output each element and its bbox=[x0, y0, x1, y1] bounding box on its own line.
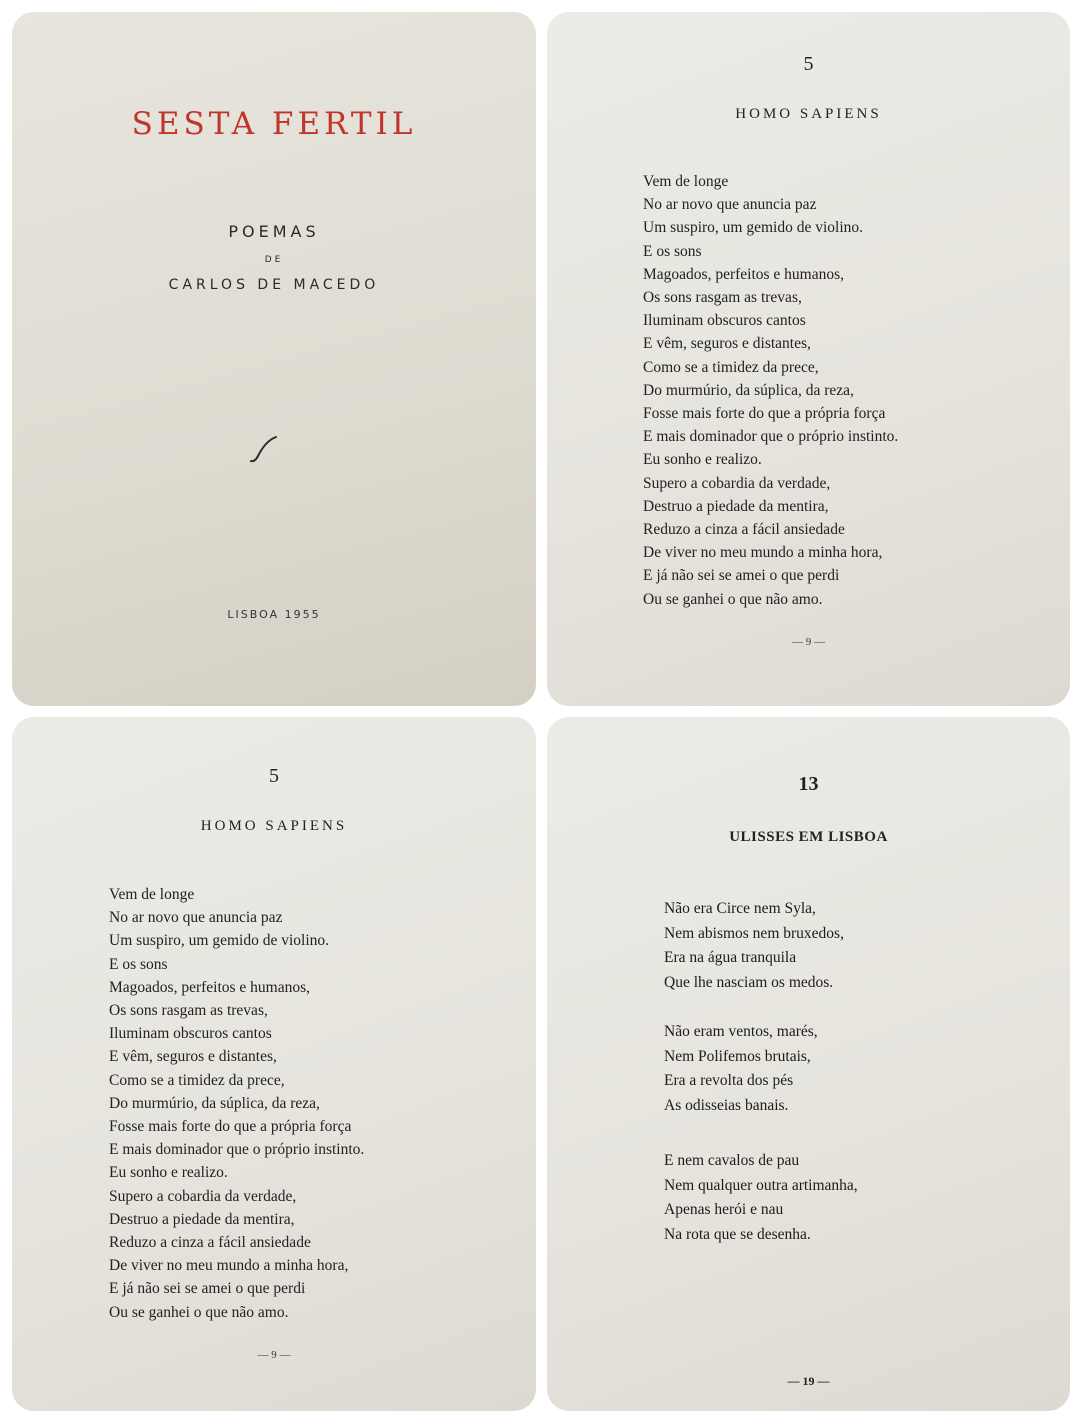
verse: Como se a timidez da prece, bbox=[109, 1071, 285, 1089]
verse: E os sons bbox=[109, 955, 168, 973]
verse: De viver no meu mundo a minha hora, bbox=[643, 544, 883, 562]
verse: Ou se ganhei o que não amo. bbox=[643, 590, 823, 608]
poem-page-homo-sapiens-duplicate bbox=[12, 717, 536, 1411]
verse: As odisseias banais. bbox=[664, 1096, 789, 1114]
verse: Nem Polifemos brutais, bbox=[664, 1047, 811, 1065]
verse: E vêm, seguros e distantes, bbox=[643, 335, 811, 353]
publisher-mark-icon bbox=[248, 432, 282, 466]
verse: De viver no meu mundo a minha hora, bbox=[109, 1257, 349, 1275]
book-title: SESTA FERTIL bbox=[131, 106, 417, 142]
cover-place-year: LISBOA 1955 bbox=[227, 608, 321, 621]
poem-verses bbox=[109, 883, 364, 1324]
verse: Não era Circe nem Syla, bbox=[664, 900, 816, 917]
cover-author: CARLOS DE MACEDO bbox=[168, 277, 380, 293]
verse: Apenas herói e nau bbox=[664, 1201, 784, 1218]
verse: Magoados, perfeitos e humanos, bbox=[109, 978, 311, 996]
verse: Nem qualquer outra artimanha, bbox=[664, 1176, 858, 1194]
verse: Um suspiro, um gemido de violino. bbox=[643, 219, 864, 237]
verse: Do murmúrio, da súplica, da reza, bbox=[643, 381, 854, 399]
verse: Reduzo a cinza a fácil ansiedade bbox=[109, 1234, 311, 1252]
verse: Reduzo a cinza a fácil ansiedade bbox=[643, 521, 845, 539]
verse: Vem de longe bbox=[109, 886, 195, 903]
verse: Era a revolta dos pés bbox=[664, 1072, 794, 1089]
page-folio: — 19 — bbox=[787, 1374, 830, 1388]
poem-number: 5 bbox=[269, 765, 279, 787]
verse: Do murmúrio, da súplica, da reza, bbox=[109, 1094, 320, 1112]
verse: Fosse mais forte do que a própria força bbox=[109, 1118, 352, 1136]
verse: Iluminam obscuros cantos bbox=[643, 312, 806, 330]
verse: E já não sei se amei o que perdi bbox=[109, 1280, 306, 1298]
verse: Iluminam obscuros cantos bbox=[109, 1025, 272, 1043]
page-folio: — 9 — bbox=[257, 1349, 291, 1361]
verse: No ar novo que anuncia paz bbox=[109, 909, 283, 927]
verse: Não eram ventos, marés, bbox=[664, 1023, 818, 1040]
verse: Destruo a piedade da mentira, bbox=[643, 497, 829, 515]
verse: Supero a cobardia da verdade, bbox=[643, 474, 831, 492]
book-cover-panel bbox=[12, 12, 536, 706]
verse: Eu sonho e realizo. bbox=[643, 451, 762, 469]
poem-verses bbox=[643, 170, 898, 611]
page-folio: — 9 — bbox=[792, 636, 825, 648]
verse: Nem abismos nem bruxedos, bbox=[664, 924, 844, 942]
verse: Era na água tranquila bbox=[664, 949, 797, 966]
verse: E mais dominador que o próprio instinto. bbox=[109, 1141, 365, 1159]
verse: E mais dominador que o próprio instinto. bbox=[643, 428, 899, 446]
poem-page-homo-sapiens bbox=[547, 12, 1070, 706]
poem-stanza-2 bbox=[664, 1020, 818, 1118]
poem-number: 13 bbox=[798, 773, 819, 795]
verse: Os sons rasgam as trevas, bbox=[109, 1002, 268, 1020]
verse: Ou se ganhei o que não amo. bbox=[109, 1303, 289, 1321]
verse: Fosse mais forte do que a própria força bbox=[643, 405, 886, 423]
poem-title: HOMO SAPIENS bbox=[200, 818, 348, 834]
verse: Que lhe nasciam os medos. bbox=[664, 973, 834, 991]
cover-connector: DE bbox=[264, 255, 284, 265]
poem-number: 5 bbox=[803, 53, 814, 75]
poem-stanza-3 bbox=[664, 1149, 858, 1247]
verse: E vêm, seguros e distantes, bbox=[109, 1048, 277, 1066]
verse: E nem cavalos de pau bbox=[664, 1152, 800, 1169]
verse: Na rota que se desenha. bbox=[664, 1225, 811, 1243]
poem-title: ULISSES EM LISBOA bbox=[729, 829, 888, 845]
poem-stanza-1 bbox=[664, 897, 844, 995]
verse: E os sons bbox=[643, 242, 702, 260]
verse: Um suspiro, um gemido de violino. bbox=[109, 932, 330, 950]
poem-page-ulisses-em-lisboa bbox=[547, 717, 1070, 1411]
poem-title: HOMO SAPIENS bbox=[735, 106, 882, 122]
verse: No ar novo que anuncia paz bbox=[643, 196, 817, 214]
verse: Vem de longe bbox=[643, 173, 729, 190]
verse: Como se a timidez da prece, bbox=[643, 358, 819, 376]
verse: Magoados, perfeitos e humanos, bbox=[643, 265, 845, 283]
verse: Os sons rasgam as trevas, bbox=[643, 289, 802, 307]
verse: Eu sonho e realizo. bbox=[109, 1164, 228, 1182]
verse: Destruo a piedade da mentira, bbox=[109, 1210, 295, 1228]
verse: Supero a cobardia da verdade, bbox=[109, 1187, 297, 1205]
verse: E já não sei se amei o que perdi bbox=[643, 567, 840, 585]
cover-subtitle: POEMAS bbox=[228, 222, 320, 241]
